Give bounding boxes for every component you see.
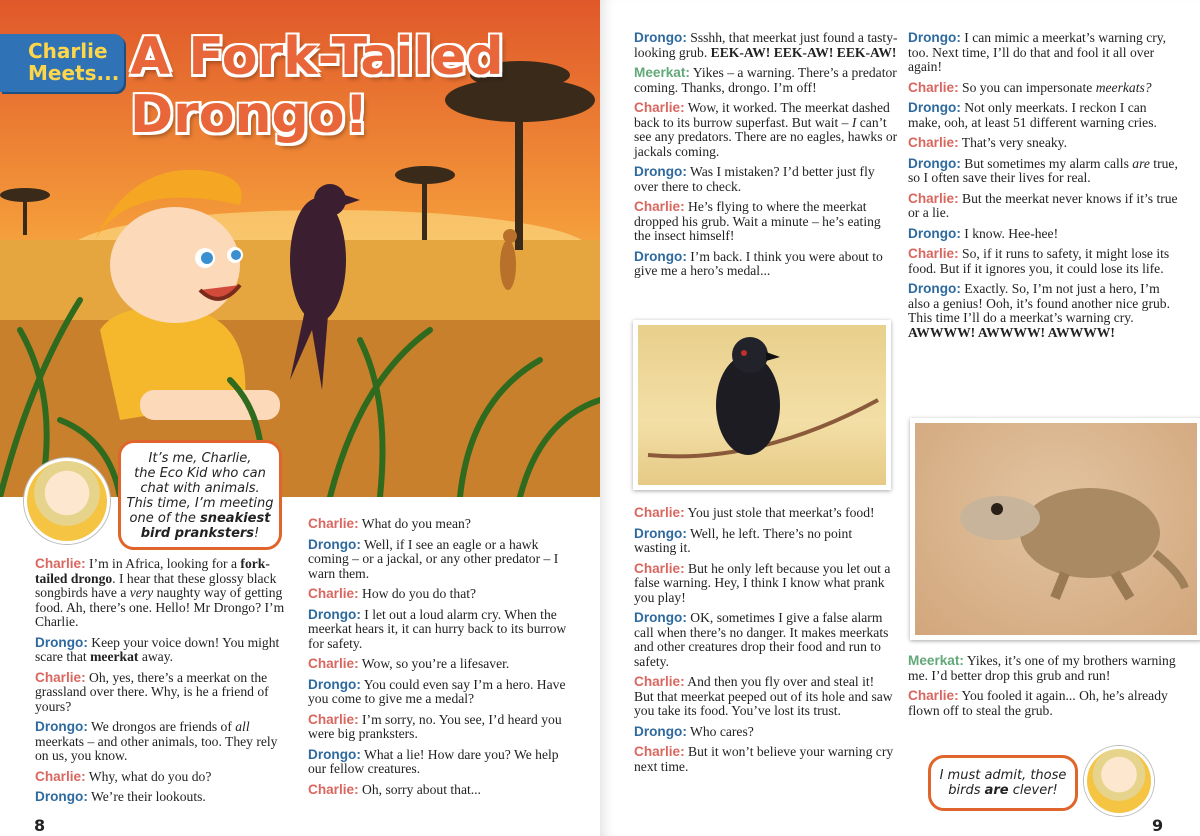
dialogue-line <box>908 157 1178 186</box>
dialogue-text: Ssshh, that meerkat just found a tasty-looking grub. <box>634 30 898 60</box>
dialogue-line <box>308 608 580 652</box>
speaker-name: Drongo : <box>308 607 361 622</box>
meerkat-photo <box>910 418 1200 640</box>
dialogue-column-5 <box>908 31 1178 346</box>
dialogue-line <box>634 31 899 60</box>
dialogue-text: Wow, it worked. The meerkat dashed back to its burrow superfast. But wait – <box>634 100 890 130</box>
dialogue-text: Oh, yes, there’s a meerkat on the grassland over there. Why, is he a friend of yours? <box>35 669 269 714</box>
speaker-name: Drongo : <box>308 537 361 552</box>
bubble-bold: bird pranksters <box>140 526 255 541</box>
dialogue-text: I let out a loud alarm cry. When the meerkat hears it, it can hurry back to its burrow for safety. <box>308 606 567 651</box>
title-line-2: Drongo! <box>130 85 369 145</box>
speaker-name: Drongo : <box>908 30 961 45</box>
dialogue-text: naughty way of getting food. Ah, there’s one. Hello! Mr Drongo? I’m Charlie. <box>35 585 285 629</box>
speaker-name: Drongo : <box>634 30 687 45</box>
speaker-name: Charlie : <box>308 516 359 531</box>
dialogue-line <box>308 657 580 672</box>
speaker-name: Charlie : <box>908 135 959 150</box>
speaker-name: Drongo : <box>35 789 88 804</box>
dialogue-text: Keep your voice down! You might scare that <box>35 634 280 664</box>
dialogue-text: Yikes, it’s one of my brothers warning me. I’d better drop this grub and run! <box>908 653 1176 683</box>
dialogue-text: I’m back. I think you were about to give me a hero’s medal... <box>634 248 883 278</box>
speaker-name: Drongo : <box>634 526 687 541</box>
dialogue-line <box>908 136 1178 151</box>
speaker-name: Drongo : <box>908 100 961 115</box>
dialogue-line <box>908 654 1178 683</box>
dialogue-line <box>634 250 899 279</box>
dialogue-line <box>634 165 899 194</box>
drongo-on-branch-image <box>638 325 886 485</box>
dialogue-text: I’m in Africa, looking for a <box>89 556 241 571</box>
dialogue-line <box>634 66 899 95</box>
dialogue-text: But he only left because you let out a false warning. Hey, I think I know what prank you play! <box>634 560 891 605</box>
speaker-name: Charlie : <box>35 670 86 685</box>
dialogue-text: But sometimes my alarm calls <box>964 155 1133 171</box>
speaker-name: Charlie : <box>634 674 685 689</box>
bubble-line: clever! <box>1008 783 1058 798</box>
speaker-name: Charlie : <box>35 769 86 784</box>
dialogue-line <box>35 790 291 805</box>
dialogue-line <box>908 31 1178 75</box>
bubble-bold: are <box>984 783 1009 798</box>
dialogue-text: . I hear that these glossy black songbirds have a <box>35 570 277 600</box>
dialogue-text: You could even say I’m a hero. Have you come to give me a medal? <box>308 676 566 706</box>
dialogue-text: We drongos are friends of <box>91 719 236 734</box>
dialogue-text: How do you do that? <box>362 586 477 601</box>
speaker-name: Charlie : <box>308 782 359 797</box>
dialogue-text: But it won’t believe your warning cry next time. <box>634 744 894 774</box>
dialogue-line <box>308 538 580 582</box>
dialogue-line <box>634 611 896 669</box>
speaker-name: Charlie : <box>308 656 359 671</box>
speaker-name: Drongo : <box>35 719 88 734</box>
bubble-line: birds <box>948 783 985 798</box>
dialogue-column-1 <box>35 557 291 811</box>
speaker-name: Drongo : <box>634 724 687 739</box>
dialogue-text: I’m sorry, no. You see, I’d heard you were big pranksters. <box>308 711 562 741</box>
speaker-name: Drongo : <box>634 249 687 264</box>
speaker-name: Drongo : <box>908 226 961 241</box>
dialogue-line <box>308 713 580 742</box>
dialogue-line <box>35 671 291 715</box>
dialogue-line <box>908 689 1178 718</box>
right-page <box>600 0 1200 836</box>
dialogue-line <box>35 770 291 785</box>
speaker-name: Meerkat : <box>634 65 690 80</box>
dialogue-text: Who cares? <box>690 723 754 739</box>
dialogue-line <box>308 517 580 532</box>
dialogue-line <box>634 506 896 521</box>
speaker-name: Charlie : <box>908 246 959 261</box>
page-number-left: 8 <box>34 816 46 835</box>
dialogue-text: You just stole that meerkat’s food! <box>687 505 875 520</box>
dialogue-column-6 <box>908 654 1178 724</box>
speaker-name: Charlie : <box>634 505 685 520</box>
speaker-name: Charlie : <box>634 199 685 214</box>
dialogue-line <box>308 748 580 777</box>
bubble-line: one of the <box>129 511 200 526</box>
page-number-right: 9 <box>1152 816 1164 835</box>
bubble-line: It’s me, Charlie, <box>148 451 252 466</box>
dialogue-line <box>634 527 896 556</box>
dialogue-text: That’s very sneaky. <box>961 135 1067 150</box>
dialogue-text: Yikes – a warning. There’s a predator coming. Thanks, drongo. I’m off! <box>634 65 897 95</box>
dialogue-text: Oh, sorry about that... <box>362 781 481 797</box>
dialogue-line <box>908 227 1178 242</box>
title-line-1: A Fork-Tailed <box>130 27 504 87</box>
bubble-end: ! <box>254 526 260 541</box>
dialogue-column-3 <box>634 31 899 285</box>
dialogue-line <box>908 192 1178 221</box>
speaker-name: Charlie : <box>634 561 685 576</box>
charlie-avatar <box>1084 746 1154 816</box>
speaker-name: Charlie : <box>634 744 685 759</box>
dialogue-line <box>308 587 580 602</box>
dialogue-text: true, so I often save their lives for real. <box>908 155 1178 185</box>
dialogue-text: And then you fly over and steal it! But that meerkat peeped out of its hole and saw you take its food. You’ve lost its trust. <box>634 674 893 718</box>
dialogue-text: Was I mistaken? I’d better just fly over there to check. <box>634 164 875 194</box>
drongo-photo <box>633 320 891 490</box>
speaker-name: Charlie : <box>308 586 359 601</box>
italic-text: all <box>235 719 250 734</box>
bubble-line: chat with animals. <box>140 481 260 496</box>
dialogue-text: So, if it runs to safety, it might lose its food. But if it ignores you, it could lose its life. <box>908 246 1170 276</box>
bubble-line: the Eco Kid who can <box>134 466 266 481</box>
dialogue-line <box>308 678 580 707</box>
dialogue-line <box>35 557 291 630</box>
speaker-name: Drongo : <box>308 677 361 692</box>
speaker-name: Charlie : <box>908 80 959 95</box>
dialogue-line <box>35 720 291 764</box>
charlie-avatar <box>24 458 110 544</box>
speaker-name: Drongo : <box>634 610 687 625</box>
intro-speech-bubble <box>118 440 282 550</box>
speaker-name: Drongo : <box>908 281 961 296</box>
italic-text: I <box>851 114 857 130</box>
dialogue-text: I know. Hee-hee! <box>964 225 1059 241</box>
series-label: Charlie Meets... <box>0 34 124 92</box>
speaker-name: Charlie : <box>908 191 959 206</box>
dialogue-column-2 <box>308 517 580 803</box>
dialogue-text: OK, sometimes I give a false alarm call when there’s no danger. It makes meerkats and other creatures drop their food and run to safety. <box>634 610 889 669</box>
speaker-name: Drongo : <box>634 164 687 179</box>
italic-text: meerkats? <box>1095 79 1152 95</box>
bubble-line: This time, I’m meeting <box>126 496 274 511</box>
dialogue-text: So you can impersonate <box>962 79 1096 95</box>
dialogue-line <box>634 101 899 159</box>
dialogue-text: meerkats – and other animals, too. They rely on us, you know. <box>35 733 278 763</box>
closing-speech-bubble <box>928 755 1078 811</box>
speaker-name: Drongo : <box>908 156 961 171</box>
speaker-name: Meerkat : <box>908 653 964 668</box>
dialogue-line <box>634 562 896 606</box>
dialogue-line <box>308 783 580 798</box>
dialogue-text: Why, what do you do? <box>88 768 212 784</box>
dialogue-text: Exactly. So, I’m not just a hero, I’m also a genius! Ooh, it’s found another nice grub. This time I’ll do a meerkat’s warning cry. <box>908 281 1170 325</box>
dialogue-text: You fooled it again... Oh, he’s already flown off to steal the grub. <box>908 688 1168 718</box>
dialogue-line <box>634 675 896 719</box>
dialogue-text: What do you mean? <box>361 516 471 531</box>
dialogue-text: Not only meerkats. I reckon I can make, ooh, at least 51 different warning cries. <box>908 100 1157 130</box>
speaker-name: Drongo : <box>308 747 361 762</box>
bold-text: meerkat <box>90 649 139 664</box>
dialogue-text: Well, he left. There’s no point wasting it. <box>634 525 853 555</box>
italic-text: very <box>129 585 154 600</box>
dialogue-line <box>908 81 1178 96</box>
dialogue-text: can’t see any predators. There are no eagles, hawks or jackals coming. <box>634 114 898 159</box>
dialogue-text: Wow, so you’re a lifesaver. <box>361 656 510 671</box>
page-title <box>130 28 504 144</box>
speaker-name: Drongo : <box>35 635 88 650</box>
dialogue-column-4 <box>634 506 896 780</box>
speaker-name: Charlie : <box>634 100 685 115</box>
bold-text: AWWWW! AWWWW! AWWWW! <box>908 324 1115 340</box>
bubble-bold: sneakiest <box>200 511 271 526</box>
bubble-line: I must admit, those <box>939 768 1067 783</box>
dialogue-text: Well, if I see an eagle or a hawk coming – or a jackal, or any other predator – I warn them. <box>308 536 559 581</box>
dialogue-text: I can mimic a meerkat’s warning cry, too. Next time, I’ll do that and fool it all over again! <box>908 30 1167 74</box>
dialogue-line <box>908 282 1178 340</box>
bold-text: fork-tailed drongo <box>35 556 270 586</box>
dialogue-line <box>634 725 896 740</box>
bold-text: EEK-AW! EEK-AW! EEK-AW! <box>710 44 897 60</box>
meerkat-eating-grub-image <box>915 423 1197 635</box>
speaker-name: Charlie : <box>308 712 359 727</box>
dialogue-text: away. <box>138 649 174 664</box>
dialogue-line <box>35 636 291 665</box>
speaker-name: Charlie : <box>35 556 86 571</box>
dialogue-line <box>634 745 896 774</box>
dialogue-text: He’s flying to where the meerkat dropped his grub. Wait a minute – he’s eating the insect himself! <box>634 199 881 243</box>
dialogue-line <box>908 247 1178 276</box>
dialogue-text: We’re their lookouts. <box>91 789 206 804</box>
dialogue-text: What a lie! How dare you? We help our fellow creatures. <box>308 746 559 776</box>
italic-text: are <box>1132 155 1150 171</box>
dialogue-line <box>908 101 1178 130</box>
dialogue-line <box>634 200 899 244</box>
dialogue-text: But the meerkat never knows if it’s true or a lie. <box>908 190 1178 220</box>
speaker-name: Charlie : <box>908 688 959 703</box>
